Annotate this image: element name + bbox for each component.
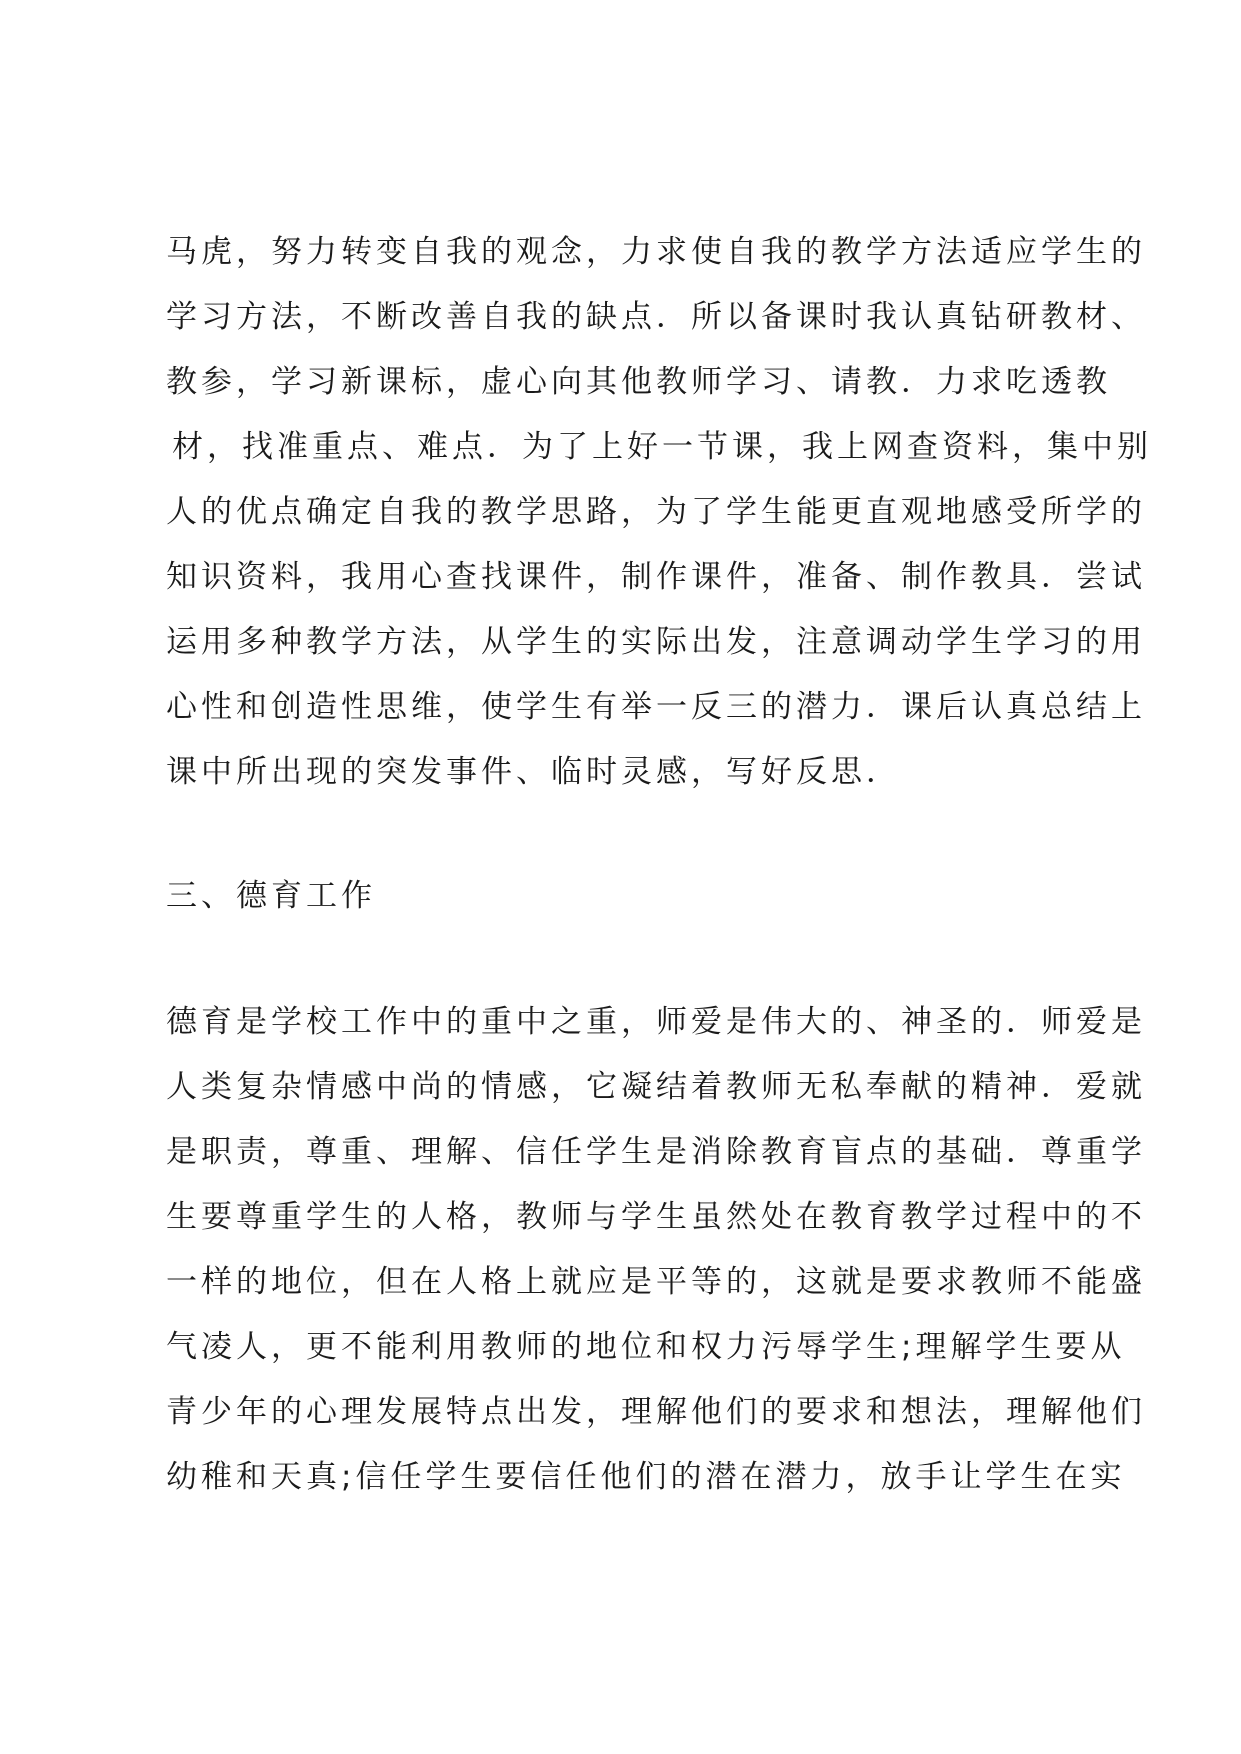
paragraph-1-line-1: 马虎，努力转变自我的观念，力求使自我的教学方法适应学生的 <box>166 234 1146 270</box>
paragraph-2-line-8: 幼稚和天真;信任学生要信任他们的潜在潜力，放手让学生在实 <box>166 1459 1126 1495</box>
section-heading: 三、德育工作 <box>166 878 376 914</box>
paragraph-1-line-9: 课中所出现的突发事件、临时灵感，写好反思． <box>166 754 901 790</box>
paragraph-2-line-6: 气凌人，更不能利用教师的地位和权力污辱学生;理解学生要从 <box>166 1329 1126 1365</box>
paragraph-2-line-7: 青少年的心理发展特点出发，理解他们的要求和想法，理解他们 <box>166 1394 1146 1430</box>
paragraph-2-line-3: 是职责，尊重、理解、信任学生是消除教育盲点的基础．尊重学 <box>166 1134 1146 1170</box>
paragraph-2-line-4: 生要尊重学生的人格，教师与学生虽然处在教育教学过程中的不 <box>166 1199 1146 1235</box>
paragraph-1-line-7: 运用多种教学方法，从学生的实际出发，注意调动学生学习的用 <box>166 624 1146 660</box>
paragraph-1-line-8: 心性和创造性思维，使学生有举一反三的潜力．课后认真总结上 <box>166 689 1146 725</box>
paragraph-2-line-1: 德育是学校工作中的重中之重，师爱是伟大的、神圣的．师爱是 <box>166 1004 1146 1040</box>
paragraph-1-line-3: 教参，学习新课标，虚心向其他教师学习、请教．力求吃透教 <box>166 364 1111 400</box>
paragraph-2-line-5: 一样的地位，但在人格上就应是平等的，这就是要求教师不能盛 <box>166 1264 1146 1300</box>
paragraph-1-line-6: 知识资料，我用心查找课件，制作课件，准备、制作教具．尝试 <box>166 559 1146 595</box>
paragraph-1-line-5: 人的优点确定自我的教学思路，为了学生能更直观地感受所学的 <box>166 494 1146 530</box>
paragraph-2-line-2: 人类复杂情感中尚的情感，它凝结着教师无私奉献的精神．爱就 <box>166 1069 1146 1105</box>
paragraph-1-line-2: 学习方法，不断改善自我的缺点．所以备课时我认真钻研教材、 <box>166 299 1146 335</box>
paragraph-1-line-4: 材，找准重点、难点．为了上好一节课，我上网查资料，集中别 <box>172 429 1152 465</box>
